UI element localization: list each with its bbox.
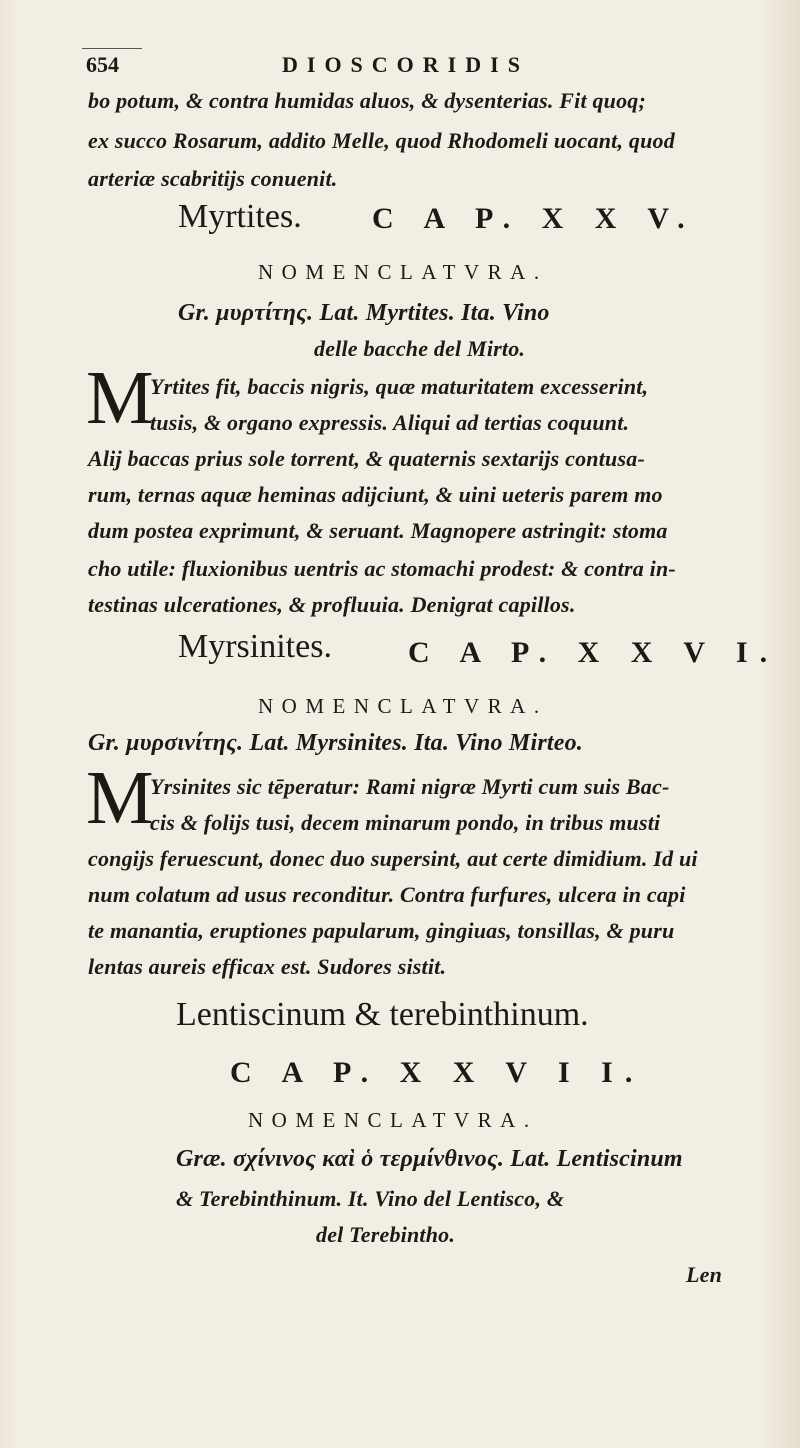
- names-line: del Terebintho.: [316, 1222, 456, 1247]
- section-title: Lentiscinum & terebinthinum.: [176, 996, 589, 1033]
- catchword: Len: [686, 1262, 723, 1287]
- text-line: Yrsinites sic tēperatur: Rami nigræ Myrti cum suis Bac-: [150, 774, 670, 799]
- names-line: & Terebinthinum. It. Vino del Lentisco, &: [176, 1186, 565, 1211]
- nomenclature-heading: NOMENCLATVRA.: [258, 260, 548, 284]
- text-line: Yrtites fit, baccis nigris, quæ maturitatem excesserint,: [150, 374, 649, 399]
- text-line: dum postea exprimunt, & seruant. Magnopere astringit: stoma: [88, 518, 668, 543]
- header-rule: [82, 48, 142, 49]
- drop-cap: M: [86, 756, 154, 840]
- text-line: bo potum, & contra humidas aluos, & dysenterias. Fit quoq;: [88, 88, 647, 113]
- section-title: Myrtites.: [178, 198, 302, 235]
- text-line: te manantia, eruptiones papularum, gingiuas, tonsillas, & puru: [88, 918, 675, 943]
- text-line: num colatum ad usus reconditur. Contra furfures, ulcera in capi: [88, 882, 686, 907]
- nomenclature-heading: NOMENCLATVRA.: [258, 694, 548, 718]
- text-line: cis & folijs tusi, decem minarum pondo, in tribus musti: [150, 810, 661, 835]
- chapter-label: C A P. X X V.: [372, 202, 697, 235]
- text-line: arteriæ scabritijs conuenit.: [88, 166, 338, 191]
- text-line: lentas aureis efficax est. Sudores sistit.: [88, 954, 447, 979]
- section-title: Myrsinites.: [178, 628, 332, 665]
- text-line: cho utile: fluxionibus uentris ac stomachi prodest: & contra in-: [88, 556, 676, 581]
- text-line: ex succo Rosarum, addito Melle, quod Rhodomeli uocant, quod: [88, 128, 675, 153]
- text-line: Alij baccas prius sole torrent, & quaternis sextarijs contusa-: [88, 446, 645, 471]
- text-line: testinas ulcerationes, & profluuia. Denigrat capillos.: [88, 592, 576, 617]
- names-line: Gr. μυρτίτης. Lat. Myrtites. Ita. Vino: [178, 300, 550, 326]
- text-line: congijs feruescunt, donec duo supersint, aut certe dimidium. Id ui: [88, 846, 698, 871]
- nomenclature-heading: NOMENCLATVRA.: [248, 1108, 538, 1132]
- names-line: Gr. μυρσινίτης. Lat. Myrsinites. Ita. Vino Mirteo.: [88, 730, 583, 756]
- chapter-label: C A P. X X V I I.: [230, 1056, 645, 1089]
- drop-cap: M: [86, 356, 154, 440]
- running-title: DIOSCORIDIS: [282, 52, 529, 77]
- text-line: rum, ternas aquæ heminas adijciunt, & uini ueteris parem mo: [88, 482, 663, 507]
- text-line: tusis, & organo expressis. Aliqui ad tertias coquunt.: [150, 410, 630, 435]
- names-line: Græ. σχίνινος καὶ ὁ τερμίνθινος. Lat. Lentiscinum: [176, 1146, 683, 1172]
- names-line: delle bacche del Mirto.: [314, 336, 526, 361]
- page-number: 654: [86, 52, 119, 77]
- chapter-label: C A P. X X V I.: [408, 636, 780, 669]
